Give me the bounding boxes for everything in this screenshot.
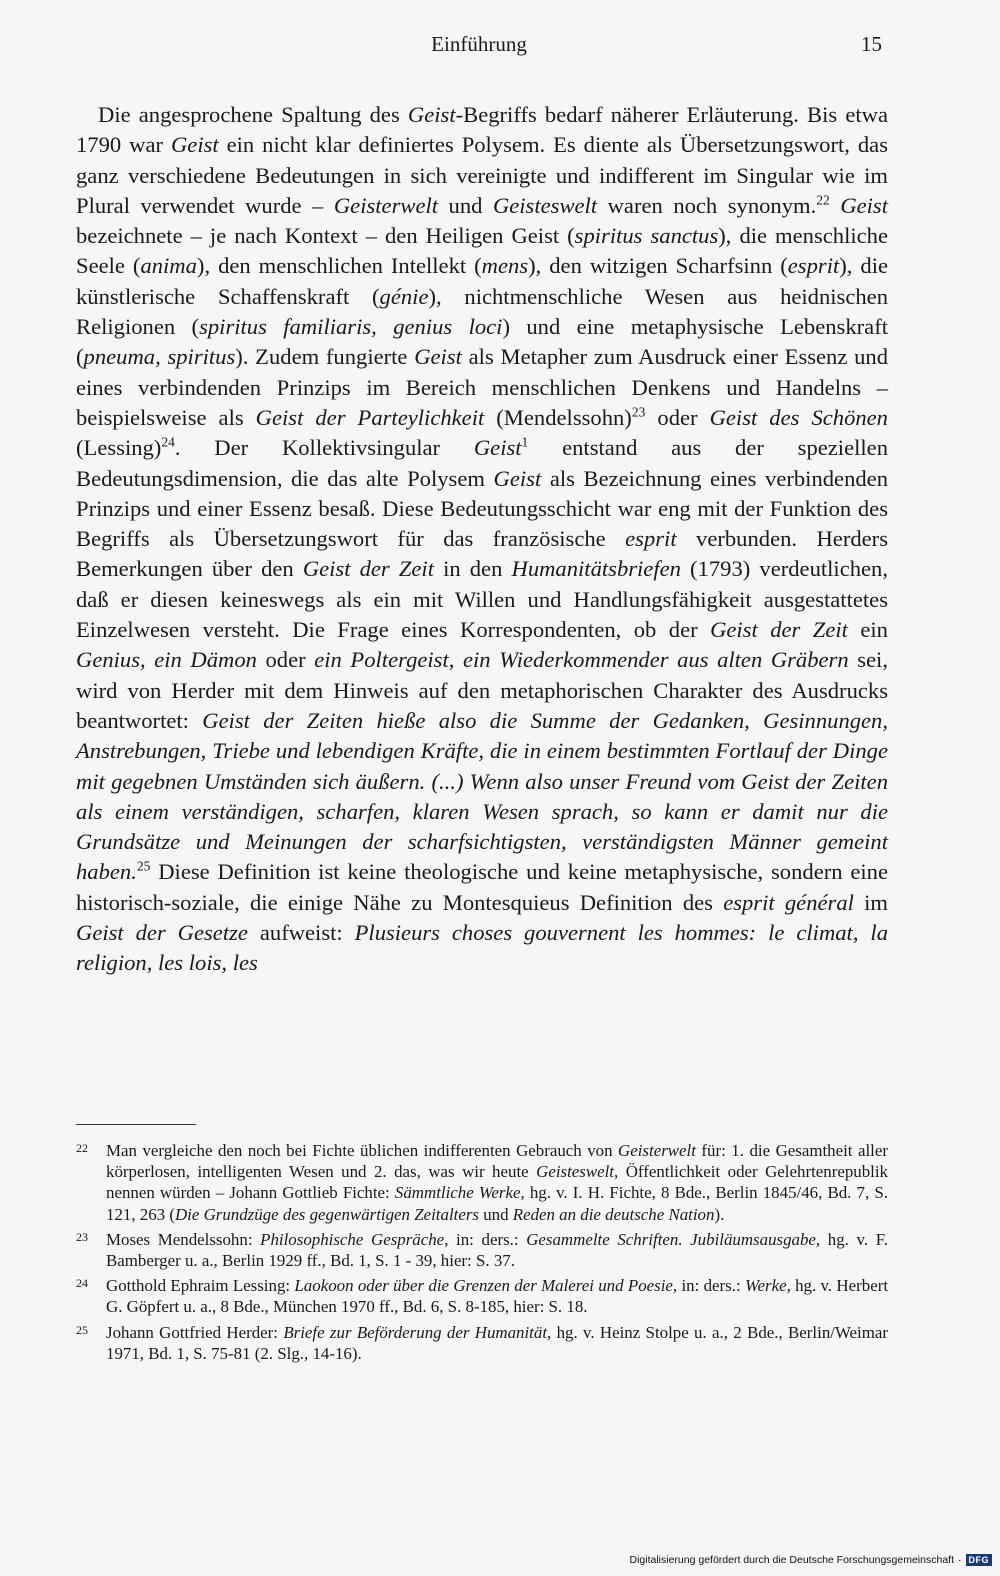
text-span: oder xyxy=(645,404,710,430)
italic-span: ein Poltergeist, ein Wiederkommender aus alten Gräbern xyxy=(314,647,849,673)
text-span: Moses Mendelssohn: xyxy=(106,1229,261,1249)
italic-span: Werke xyxy=(744,1276,787,1296)
text-span: ), die künstlerische Schaffenskraft ( xyxy=(76,253,889,309)
footnote-25 xyxy=(76,1322,888,1364)
text-span: als Bezeichnung eines verbindenden Prinzips und einer Essenz besaß. Diese Bedeutungsschicht war eng mit der Funktion des Begriffs als Übersetzungswort für das französische xyxy=(76,465,889,552)
footnote-ref: 25 xyxy=(136,858,151,874)
italic-span: Geist xyxy=(170,132,219,158)
text-span: und xyxy=(478,1204,513,1224)
text-span: Man vergleiche den noch bei Fichte üblichen indifferenten Gebrauch von xyxy=(106,1141,619,1160)
footnote-divider xyxy=(76,1124,196,1125)
italic-span: Geist der Gesetze xyxy=(76,920,248,946)
italic-span: Geisterwelt xyxy=(333,192,439,218)
text-span: für: 1. die Gesamtheit aller körperlosen, intelligenten Wesen und 2. das, was wir heute xyxy=(106,1141,888,1182)
italic-span: esprit xyxy=(625,526,677,552)
italic-span: pneuma, spiritus xyxy=(83,344,236,370)
text-span: ). Zudem fungierte xyxy=(235,344,415,370)
text-span: Diese Definition ist keine theologische und keine metaphysische, sondern eine historisch-soziale, die einige Nähe zu Montesquieus Definition des xyxy=(76,859,888,915)
italic-span: esprit général xyxy=(723,889,854,915)
italic-span: Laokoon oder über die Grenzen der Malerei und Poesie xyxy=(294,1276,673,1296)
italic-span: Geisterwelt xyxy=(618,1141,696,1160)
text-span: als Metapher zum Ausdruck einer Essenz und eines verbindenden Prinzips im Bereich menschlichen Denkens und Handelns – beispielsweise als xyxy=(76,344,889,430)
text-span: , Öffentlichkeit oder Gelehrtenrepublik nennen würden – Johann Gottlieb Fichte: xyxy=(106,1162,888,1203)
text-span: ) und eine metaphysische Lebenskraft ( xyxy=(76,314,888,370)
italic-span: Philosophische Gespräche xyxy=(260,1229,445,1249)
footnote-24 xyxy=(76,1275,888,1317)
italic-span: Sämmtliche Werke xyxy=(394,1183,521,1203)
italic-span: Geist xyxy=(840,192,889,218)
text-span: (1793) verdeutlichen, daß er diesen keineswegs als ein mit Willen und Handlungsfähigkeit ausgestattetes Einzelwesen versteht. Die Frage eines Korrespondenten, ob der xyxy=(76,556,888,643)
page-header xyxy=(76,32,882,64)
text-span: , hg. v. F. Bamberger u. a., Berlin 1929 ff., Bd. 1, S. 1 - 39, hier: S. 37. xyxy=(106,1229,889,1271)
credit-text: Digitalisierung gefördert durch die Deutsche Forschungsgemeinschaft xyxy=(629,1554,954,1566)
text-span: und xyxy=(438,192,493,218)
italic-span: Geist der Zeit xyxy=(710,617,848,643)
text-span: Johann Gottfried Herder: xyxy=(106,1322,284,1342)
text-span: ), den witzigen Scharfsinn ( xyxy=(528,253,788,279)
italic-span: spiritus sanctus xyxy=(574,223,719,249)
text-span: ), nichtmenschliche Wesen aus heidnischen Religionen ( xyxy=(76,283,888,340)
text-span: aufweist: xyxy=(247,920,355,946)
footnote-number: 22 xyxy=(76,1141,88,1155)
text-span: bezeichnete – je nach Kontext – den Heiligen Geist ( xyxy=(76,223,575,249)
text-span: waren noch synonym. xyxy=(597,192,817,218)
text-span: sei, wird von Herder mit dem Hinweis auf den metaphorischen Charakter des Ausdrucks beantwortet: xyxy=(76,647,888,733)
digitization-credit: Digitalisierung gefördert durch die Deutsche Forschungsgemeinschaft · DFG xyxy=(629,1554,992,1566)
footnote-ref: 1 xyxy=(521,434,529,450)
text-span: , hg. v. Heinz Stolpe u. a., 2 Bde., Berlin/Weimar 1971, Bd. 1, S. 75-81 (2. Slg., 14-16). xyxy=(106,1322,888,1363)
footnote-ref: 22 xyxy=(816,192,830,208)
text-span: (Lessing) xyxy=(76,435,162,461)
italic-span: Geisteswelt xyxy=(536,1162,614,1182)
text-span: in den xyxy=(433,556,512,582)
italic-span: Geist der Parteylichkeit xyxy=(255,404,485,430)
text-span: ), die menschliche Seele ( xyxy=(76,223,888,279)
italic-span: Geist xyxy=(473,435,522,461)
italic-span: Geist des Schönen xyxy=(709,404,888,430)
text-span: (Mendelssohn) xyxy=(484,404,632,430)
italic-span: esprit xyxy=(787,253,840,279)
text-span: ein nicht klar definiertes Polysem. Es diente als Übersetzungswort, das ganz verschiedene Bedeutungen in sich vereinigte und indifferent im Singular wie im Plural verwendet wurde – xyxy=(76,132,888,218)
running-head: Einführung xyxy=(431,32,527,56)
italic-span: Genius, ein Dämon xyxy=(76,647,257,673)
text-span: ein xyxy=(847,617,888,643)
text-span: verbunden. Herders Bemerkungen über den xyxy=(76,526,888,582)
footnote-ref: 23 xyxy=(631,404,646,420)
italic-span: Gesammelte Schriften. Jubiläumsausgabe xyxy=(526,1229,816,1249)
footnote-23 xyxy=(76,1229,888,1271)
italic-span: spiritus familiaris, genius loci xyxy=(199,314,503,340)
text-span xyxy=(830,193,841,218)
text-span: ). xyxy=(714,1204,725,1224)
footnote-number: 25 xyxy=(76,1322,88,1337)
page-number: 15 xyxy=(861,32,882,56)
text-span: entstand aus der speziellen Bedeutungsdimension, die das alte Polysem xyxy=(76,435,888,491)
text-span: im xyxy=(853,889,888,915)
italic-span: Geist der Zeiten hieße also die Summe der Gedanken, Gesinnungen, Anstrebungen, Triebe und lebendigen Kräfte, die in einem bestimmten Fortlauf der Dinge mit gegebnen Umständen sich äußern. (...) Wenn also unser Freund vom Geist der Zeiten als einem verständigen, scharfen, klaren Wesen sprach, so kann er damit nur die Grundsätze und Meinungen der scharfsichtigsten, verständigsten Männer gemeint haben. xyxy=(76,707,889,885)
italic-span: mens xyxy=(481,253,529,279)
text-span: Die angesprochene Spaltung des xyxy=(98,102,408,127)
footnotes xyxy=(76,1140,888,1368)
text-span: , in: ders.: xyxy=(672,1276,745,1296)
italic-span: Plusieurs choses gouvernent les hommes: le climat, la religion, les lois, les xyxy=(76,920,888,976)
text-span: , in: ders.: xyxy=(444,1229,527,1249)
italic-span: Geisteswelt xyxy=(492,192,598,218)
text-span: , hg. v. I. H. Fichte, 8 Bde., Berlin 1845/46, Bd. 7, S. 121, 263 ( xyxy=(106,1183,888,1224)
body-paragraph xyxy=(76,100,888,979)
text-span: ), den menschlichen Intellekt ( xyxy=(196,253,482,279)
footnote-number: 23 xyxy=(76,1229,88,1244)
text-span: . Der Kollektivsingular xyxy=(174,435,474,461)
italic-span: Geist xyxy=(493,465,542,491)
footnote-number: 24 xyxy=(76,1276,88,1291)
italic-span: Die Grundzüge des gegenwärtigen Zeitalters xyxy=(174,1204,479,1224)
dfg-logo: DFG xyxy=(966,1554,993,1566)
text-span: , hg. v. Herbert G. Göpfert u. a., 8 Bde., München 1970 ff., Bd. 6, S. 8-185, hier: S. 18. xyxy=(106,1276,889,1317)
italic-span: Geist xyxy=(407,102,456,127)
footnote-ref: 24 xyxy=(161,434,175,450)
italic-span: Geist der Zeit xyxy=(302,556,434,582)
italic-span: Reden an die deutsche Nation xyxy=(512,1204,715,1224)
italic-span: anima xyxy=(140,253,197,279)
italic-span: Geist xyxy=(414,344,462,370)
italic-span: génie xyxy=(379,283,429,309)
footnote-22 xyxy=(76,1140,888,1225)
text-span: Gotthold Ephraim Lessing: xyxy=(106,1276,295,1296)
italic-span: Humanitätsbriefen xyxy=(511,556,681,582)
text-span: oder xyxy=(256,647,315,673)
italic-span: Briefe zur Beförderung der Humanität xyxy=(283,1322,548,1342)
text-span: -Begriffs bedarf näherer Erläuterung. Bis etwa 1790 war xyxy=(76,102,888,158)
